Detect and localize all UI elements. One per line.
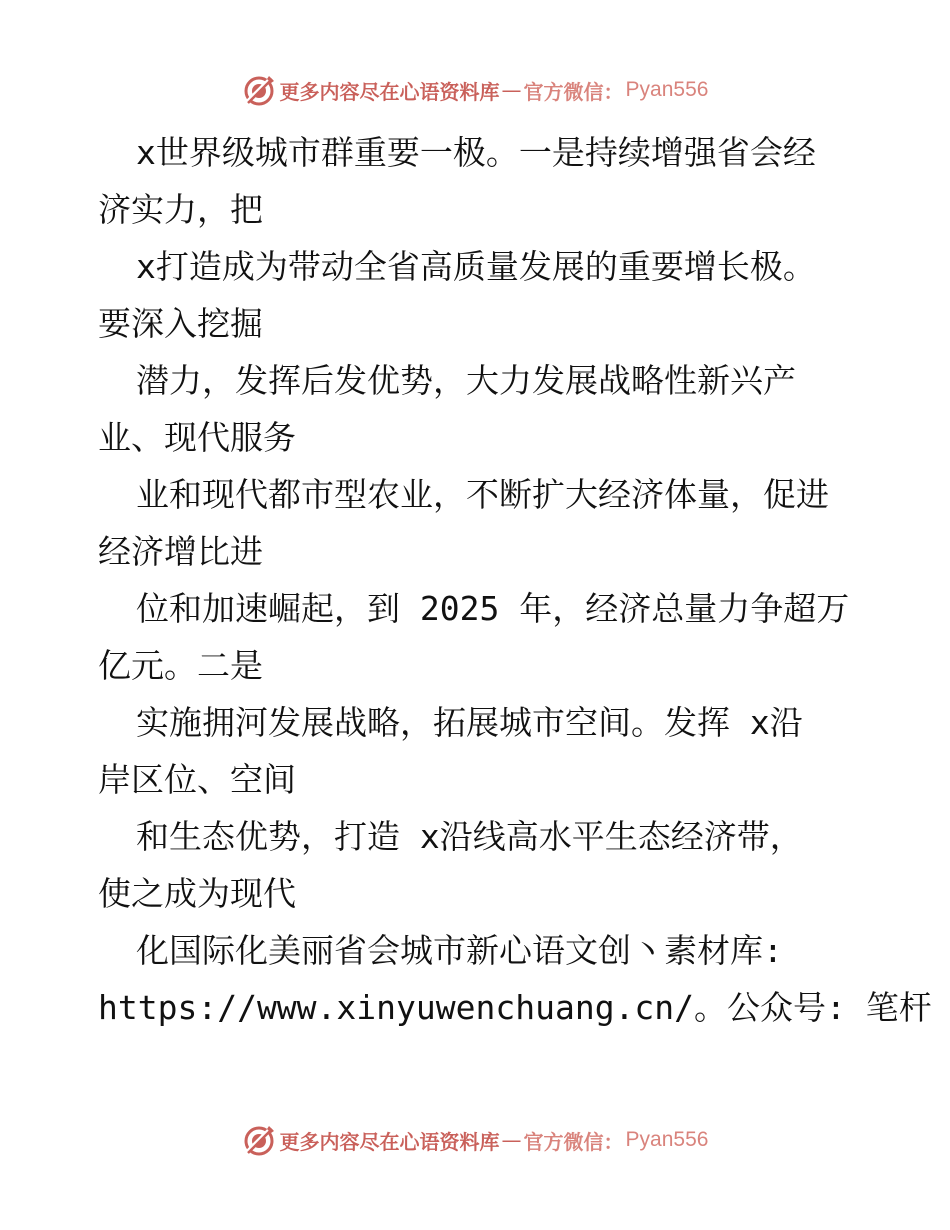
body-line: x打造成为带动全省高质量发展的重要增长极。: [136, 247, 816, 286]
body-line: 业和现代都市型农业，不断扩大经济体量，促进: [136, 475, 829, 514]
header-banner: [0, 70, 950, 110]
body-line: 岸区位、空间: [98, 760, 296, 799]
body-line: 潜力，发挥后发优势，大力发展战略性新兴产: [136, 361, 796, 400]
banner-wechat-label: 官方微信：: [523, 1129, 624, 1154]
banner-dash: —: [501, 78, 522, 102]
banner-text: 更多内容尽在心语资料库: [279, 1129, 500, 1154]
banner-wechat-id: Pyan556: [625, 78, 709, 101]
body-line: https://www.xinyuwenchuang.cn/。公众号: 笔杆: [98, 988, 932, 1027]
writing-pen-logo-icon: [242, 1123, 276, 1157]
document-body: [98, 124, 932, 1036]
body-line: 和生态优势，打造 x沿线高水平生态经济带，: [136, 817, 803, 856]
footer-banner: [0, 1120, 950, 1160]
body-line: 业、现代服务: [98, 418, 296, 457]
banner-dash: —: [501, 1128, 522, 1152]
banner-wechat-id: Pyan556: [625, 1128, 709, 1151]
body-line: 使之成为现代: [98, 874, 296, 913]
body-line: 济实力，把: [98, 190, 263, 229]
body-line: 实施拥河发展战略，拓展城市空间。发挥 x沿: [136, 703, 803, 742]
body-line: 化国际化美丽省会城市新心语文创丶素材库:: [136, 931, 783, 970]
writing-pen-logo-icon: [242, 73, 276, 107]
banner-text: 更多内容尽在心语资料库: [279, 79, 500, 104]
body-line: x世界级城市群重要一极。一是持续增强省会经: [136, 133, 816, 172]
body-line: 亿元。二是: [98, 646, 263, 685]
body-line: 要深入挖掘: [98, 304, 263, 343]
body-line: 位和加速崛起，到 2025 年，经济总量力争超万: [136, 589, 850, 628]
banner-wechat-label: 官方微信：: [523, 79, 624, 104]
body-line: 经济增比进: [98, 532, 263, 571]
